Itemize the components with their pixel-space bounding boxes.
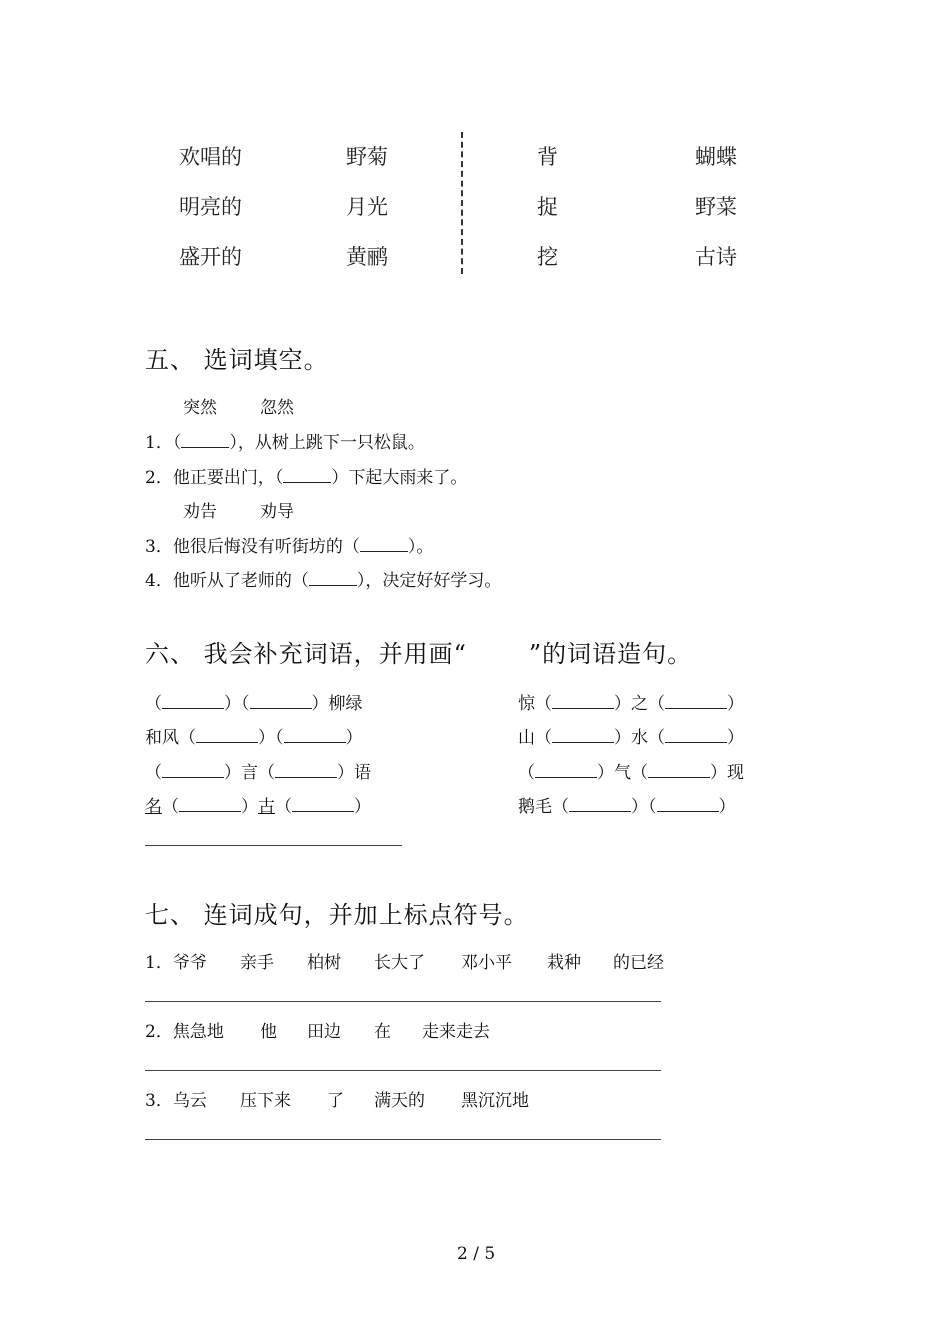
idiom-char: 鹅毛 bbox=[518, 797, 552, 817]
word-token: 压下来 bbox=[240, 1091, 291, 1111]
dashed-divider bbox=[461, 132, 463, 274]
question-text: 4．他听从了老师的（ bbox=[145, 571, 309, 591]
page-number: 2 / 5 bbox=[457, 1244, 496, 1264]
idiom-6: 山（ ）水（ ） bbox=[518, 728, 744, 748]
answer-blank[interactable] bbox=[284, 728, 346, 743]
question-4 bbox=[145, 566, 501, 591]
idiom-char: 现 bbox=[727, 763, 744, 783]
question-text: 2．他正要出门，（ bbox=[145, 468, 284, 488]
word-choice: 突然 bbox=[183, 398, 217, 418]
match-item: 盛开的 bbox=[179, 245, 242, 269]
word-token: 长大了 bbox=[374, 953, 425, 973]
word-token: 邓小平 bbox=[461, 953, 512, 973]
idiom-4: 名（ ）古（ ） bbox=[145, 797, 371, 817]
word-token: 2．焦急地 bbox=[145, 1022, 224, 1042]
question-text: ）下起大雨来了。 bbox=[331, 468, 468, 488]
section6-heading bbox=[145, 634, 692, 669]
answer-blank[interactable] bbox=[283, 468, 331, 483]
answer-blank[interactable] bbox=[162, 763, 224, 778]
match-item: 蝴蝶 bbox=[695, 145, 737, 169]
question-3 bbox=[145, 532, 433, 557]
match-item: 捉 bbox=[537, 195, 558, 219]
idiom-char: 气 bbox=[614, 763, 631, 783]
idiom-char: 名 bbox=[145, 797, 162, 817]
question-text: ），从树上跳下一只松鼠。 bbox=[229, 433, 425, 453]
idiom-char: 水 bbox=[631, 728, 648, 748]
match-item: 黄鹂 bbox=[346, 245, 388, 269]
idiom-8: 鹅毛（ ）（ ） bbox=[518, 797, 736, 817]
word-token: 柏树 bbox=[307, 953, 341, 973]
word-choice: 劝告 bbox=[183, 502, 217, 522]
answer-blank[interactable] bbox=[648, 763, 710, 778]
question-text: ）。 bbox=[407, 537, 434, 557]
answer-blank[interactable] bbox=[552, 728, 614, 743]
sentence-answer-line[interactable] bbox=[145, 845, 402, 846]
answer-blank[interactable] bbox=[250, 694, 312, 709]
word-token: 1．爷爷 bbox=[145, 953, 207, 973]
idiom-5: 惊（ ）之（ ） bbox=[518, 694, 744, 714]
word-token: 满天的 bbox=[374, 1091, 425, 1111]
match-item: 月光 bbox=[346, 195, 388, 219]
question-text: 1．（ bbox=[145, 433, 182, 453]
match-item: 野菊 bbox=[346, 145, 388, 169]
match-item: 明亮的 bbox=[179, 195, 242, 219]
idiom-7: （ ）气（ ）现 bbox=[518, 763, 744, 783]
word-token: 亲手 bbox=[240, 953, 274, 973]
idiom-char: 山 bbox=[518, 728, 535, 748]
idiom-char: 古 bbox=[258, 797, 275, 817]
answer-blank[interactable] bbox=[665, 694, 727, 709]
idiom-char: 言 bbox=[241, 763, 258, 783]
word-token: 走来走去 bbox=[422, 1022, 490, 1042]
answer-blank[interactable] bbox=[292, 797, 354, 812]
answer-blank[interactable] bbox=[360, 537, 408, 552]
idiom-char: 柳绿 bbox=[328, 694, 363, 714]
answer-line[interactable] bbox=[145, 1001, 661, 1002]
idiom-1: （ ）（ ）柳绿 bbox=[145, 694, 363, 714]
question-1 bbox=[145, 428, 425, 453]
idiom-2: 和风（ ）（ ） bbox=[145, 728, 363, 748]
match-item: 野菜 bbox=[695, 195, 737, 219]
answer-blank[interactable] bbox=[665, 728, 727, 743]
word-token: 的已经 bbox=[613, 953, 664, 973]
match-item: 挖 bbox=[537, 245, 558, 269]
idiom-char: 语 bbox=[354, 763, 371, 783]
idiom-char: 之 bbox=[631, 694, 648, 714]
word-choice: 劝导 bbox=[260, 502, 294, 522]
answer-blank[interactable] bbox=[179, 797, 241, 812]
heading-text: 六、 我会补充词语，并用画“ bbox=[145, 640, 467, 668]
word-token: 3．乌云 bbox=[145, 1091, 207, 1111]
answer-line[interactable] bbox=[145, 1070, 661, 1071]
section5-heading: 五、 选词填空。 bbox=[145, 346, 329, 374]
match-item: 背 bbox=[537, 145, 558, 169]
question-text: 3．他很后悔没有听街坊的（ bbox=[145, 537, 360, 557]
section7-heading: 七、 连词成句，并加上标点符号。 bbox=[145, 901, 529, 929]
idiom-3: （ ）言（ ）语 bbox=[145, 763, 371, 783]
answer-line[interactable] bbox=[145, 1139, 661, 1140]
question-text: ），决定好好学习。 bbox=[356, 571, 502, 591]
answer-blank[interactable] bbox=[657, 797, 719, 812]
word-token: 田边 bbox=[307, 1022, 341, 1042]
answer-blank[interactable] bbox=[309, 571, 357, 586]
answer-blank[interactable] bbox=[181, 433, 229, 448]
question-2 bbox=[145, 463, 467, 488]
word-token: 在 bbox=[374, 1022, 391, 1042]
match-item: 欢唱的 bbox=[179, 145, 242, 169]
heading-text: ”的词语造句。 bbox=[528, 640, 693, 668]
answer-blank[interactable] bbox=[196, 728, 258, 743]
match-item: 古诗 bbox=[695, 245, 737, 269]
answer-blank[interactable] bbox=[569, 797, 631, 812]
idiom-char: 和风 bbox=[145, 728, 179, 748]
answer-blank[interactable] bbox=[162, 694, 224, 709]
word-token: 了 bbox=[327, 1091, 344, 1111]
word-choice: 忽然 bbox=[260, 398, 294, 418]
answer-blank[interactable] bbox=[535, 763, 597, 778]
word-token: 栽种 bbox=[547, 953, 581, 973]
word-token: 他 bbox=[260, 1022, 277, 1042]
answer-blank[interactable] bbox=[552, 694, 614, 709]
answer-blank[interactable] bbox=[275, 763, 337, 778]
word-token: 黑沉沉地 bbox=[461, 1091, 529, 1111]
